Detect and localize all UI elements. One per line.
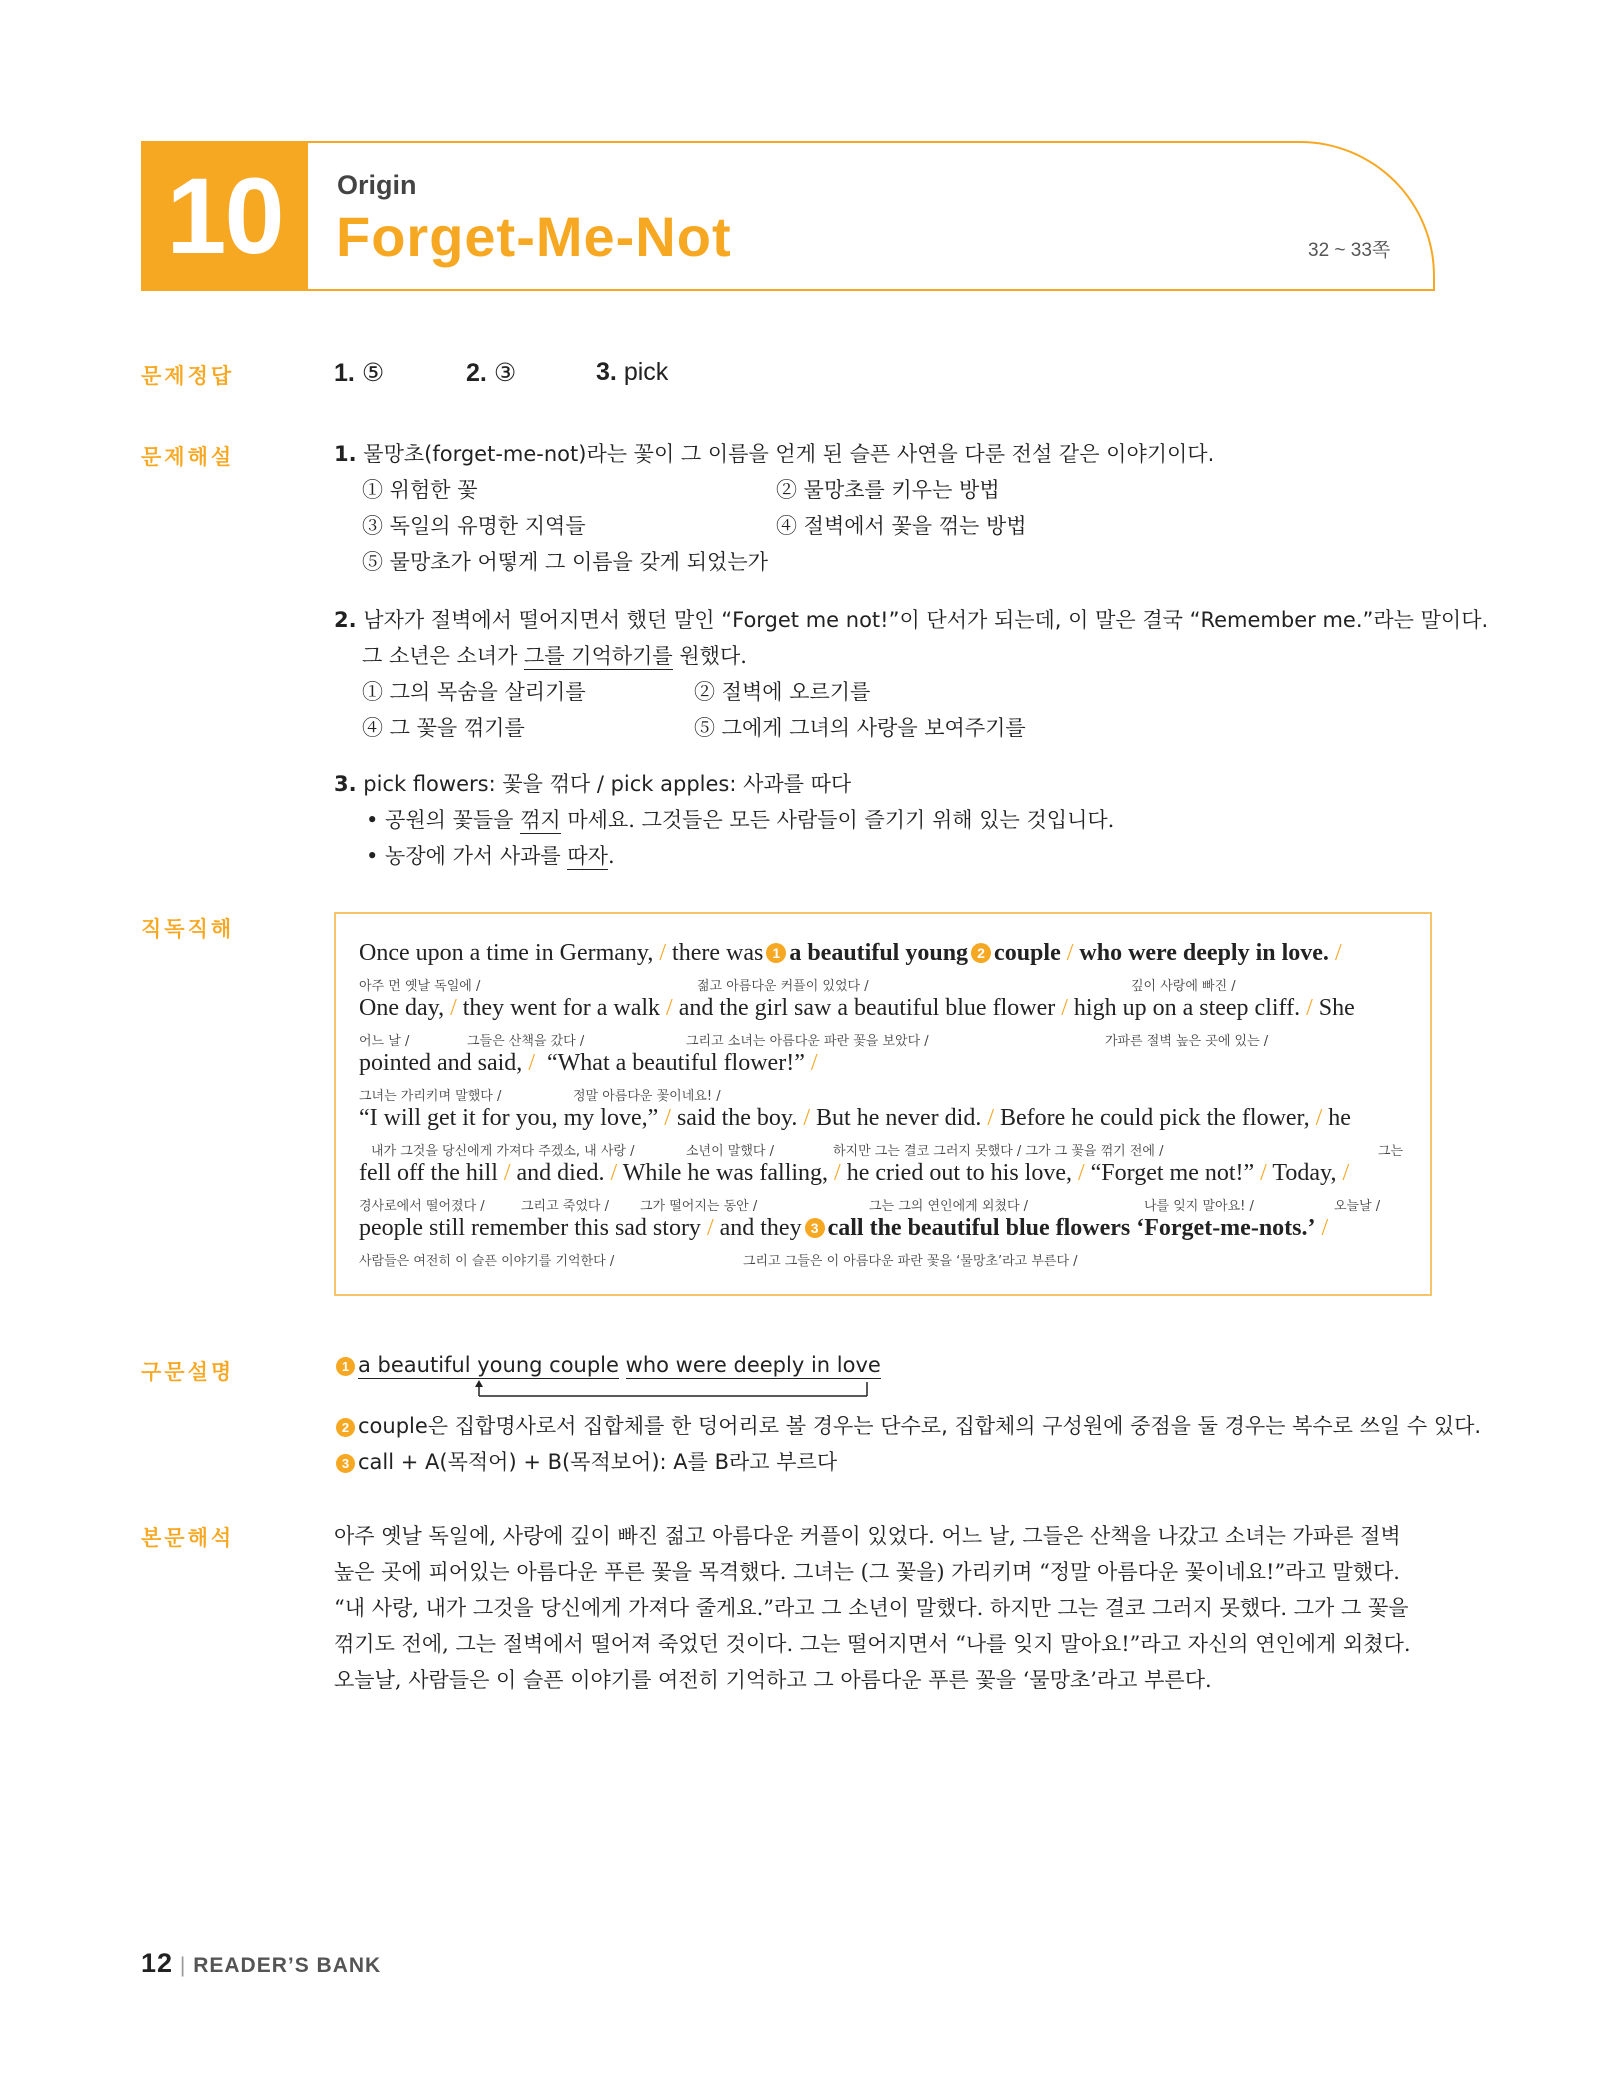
q2-explanation: 2. 남자가 절벽에서 떨어지면서 했던 말인 “Forget me not!”이 단서가 되는데, 이 말은 결국 “Remember me.”라는 말이다. (334, 608, 1489, 632)
q2-option-4: ④ 그 꽃을 꺾기를 (362, 716, 525, 740)
gloss-5b: 그리고 죽었다 / (521, 1199, 609, 1214)
grammar-label: 구문설명 (141, 1360, 235, 1384)
q3-example-2: • 농장에 가서 사과를 따자. (366, 844, 615, 868)
answer-2: 2. ③ (466, 359, 517, 387)
reading-line-2: One day, / they went for a walk / and the girl saw a beautiful blue flower / high up on a steep cliff. / She (359, 995, 1355, 1021)
reading-label: 직독직해 (141, 917, 235, 941)
q3-example-1: • 공원의 꽃들을 꺾지 마세요. 그것들은 모든 사람들이 즐기기 위해 있는 것입니다. (366, 808, 1115, 832)
translation-line-1: 아주 옛날 독일에, 사랑에 깊이 빠진 젊고 아름다운 커플이 있었다. 어느 날, 그들은 산책을 나갔고 소녀는 가파른 절벽 (334, 1524, 1401, 1548)
grammar-2: 2 couple은 집합명사로서 집합체를 한 덩어리로 볼 경우는 단수로, 집합체의 구성원에 중점을 둘 경우는 복수로 쓰일 수 있다. (333, 1410, 1481, 1440)
q1-explanation: 1. 물망초(forget-me-not)라는 꽃이 그 이름을 얻게 된 슬픈 사연을 다룬 전설 같은 이야기이다. (334, 442, 1215, 466)
gloss-4a: 내가 그것을 당신에게 가져다 주겠소, 내 사랑 / (371, 1144, 635, 1159)
translation-line-3: “내 사랑, 내가 그것을 당신에게 가져다 줄게요.”라고 그 소년이 말했다. 하지만 그는 결코 그러지 못했다. 그가 그 꽃을 (334, 1596, 1409, 1620)
gloss-3b: 정말 아름다운 꽃이네요! / (573, 1089, 721, 1104)
q3-explanation: 3. pick flowers: 꽃을 꺾다 / pick apples: 사과를 따다 (334, 772, 852, 796)
gloss-4b: 소년이 말했다 / (686, 1144, 774, 1159)
page-footer: 12 | READER’S BANK (141, 1948, 382, 1978)
answer-1: 1. ⑤ (334, 359, 385, 387)
answers-label: 문제정답 (141, 364, 235, 388)
book-title: READER’S BANK (193, 1954, 382, 1977)
marker-2: 2 (971, 943, 991, 963)
gloss-4c: 하지만 그는 결코 그러지 못했다 / 그가 그 꽃을 꺾기 전에 / (833, 1144, 1164, 1159)
unit-category: Origin (337, 170, 417, 200)
gloss-5d: 그는 그의 연인에게 외쳤다 / (869, 1199, 1029, 1214)
explanation-label: 문제해설 (141, 445, 235, 469)
q2-sentence: 그 소년은 소녀가 그를 기억하기를 원했다. (362, 644, 747, 668)
q1-option-4: ④ 절벽에서 꽃을 꺾는 방법 (776, 514, 1027, 538)
gloss-5e: 나를 잊지 말아요! / (1144, 1199, 1254, 1214)
gloss-2c: 그리고 소녀는 아름다운 파란 꽃을 보았다 / (686, 1034, 929, 1049)
translation-line-2: 높은 곳에 피어있는 아름다운 푸른 꽃을 목격했다. 그녀는 (그 꽃을) 가리키며 “정말 아름다운 꽃이네요!”라고 말했다. (334, 1560, 1400, 1584)
q1-option-3: ③ 독일의 유명한 지역들 (362, 514, 586, 538)
reading-line-5: fell off the hill / and died. / While he was falling, / he cried out to his love, / “Forget me not!” / Today, / (359, 1160, 1350, 1186)
gloss-1c: 깊이 사랑에 빠진 / (1131, 979, 1236, 994)
unit-title: Forget-Me-Not (336, 205, 732, 268)
grammar-1: 1 a beautiful young couple who were deeply in love (333, 1353, 881, 1377)
reading-line-6: people still remember this sad story / and they 3 call the beautiful blue flowers ‘Forget-me-nots.’ / (359, 1215, 1329, 1241)
page-number: 12 (141, 1948, 174, 1978)
q2-option-2: ② 절벽에 오르기를 (694, 680, 871, 704)
q1-option-1: ① 위험한 꽃 (362, 478, 478, 502)
reading-line-4: “I will get it for you, my love,” / said the boy. / But he never did. / Before he could pick the flower, / he (359, 1105, 1351, 1131)
page-range: 32 ~ 33쪽 (1308, 240, 1391, 261)
gloss-2d: 가파른 절벽 높은 곳에 있는 / (1105, 1034, 1269, 1049)
unit-number: 10 (141, 141, 308, 291)
gloss-1a: 아주 먼 옛날 독일에 / (359, 979, 481, 994)
reading-line-1: Once upon a time in Germany, / there was 1 a beautiful young 2 couple / who were deeply in love. / (359, 940, 1342, 966)
translation-label: 본문해석 (141, 1526, 235, 1550)
gloss-4d: 그는 (1378, 1144, 1404, 1159)
q1-option-5: ⑤ 물망초가 어떻게 그 이름을 갖게 되었는가 (362, 550, 768, 574)
q1-option-2: ② 물망초를 키우는 방법 (776, 478, 1000, 502)
gloss-5a: 경사로에서 떨어졌다 / (359, 1199, 485, 1214)
marker-1: 1 (336, 1357, 355, 1376)
marker-2: 2 (336, 1418, 355, 1437)
gloss-2b: 그들은 산책을 갔다 / (467, 1034, 585, 1049)
gloss-2a: 어느 날 / (359, 1034, 410, 1049)
answer-3: 3. pick (596, 358, 669, 386)
gloss-5c: 그가 떨어지는 동안 / (640, 1199, 758, 1214)
gloss-6b: 그리고 그들은 이 아름다운 파란 꽃을 ‘물망초’라고 부른다 / (743, 1254, 1078, 1269)
gloss-1b: 젊고 아름다운 커플이 있었다 / (697, 979, 869, 994)
q2-option-1: ① 그의 목숨을 살리기를 (362, 680, 586, 704)
marker-1: 1 (766, 943, 786, 963)
marker-3: 3 (805, 1218, 825, 1238)
gloss-6a: 사람들은 여전히 이 슬픈 이야기를 기억한다 / (359, 1254, 615, 1269)
q2-option-5: ⑤ 그에게 그녀의 사랑을 보여주기를 (694, 716, 1026, 740)
grammar-arrow (470, 1380, 870, 1402)
grammar-3: 3 call + A(목적어) + B(목적보어): A를 B라고 부르다 (333, 1446, 837, 1476)
reading-line-3: pointed and said, / “What a beautiful flower!” / (359, 1050, 818, 1076)
translation-line-4: 꺾기도 전에, 그는 절벽에서 떨어져 죽었던 것이다. 그는 떨어지면서 “나를 잊지 말아요!”라고 자신의 연인에게 외쳤다. (334, 1632, 1411, 1656)
gloss-5f: 오늘날 / (1334, 1199, 1381, 1214)
gloss-3a: 그녀는 가리키며 말했다 / (359, 1089, 502, 1104)
marker-3: 3 (336, 1454, 355, 1473)
translation-line-5: 오늘날, 사람들은 이 슬픈 이야기를 여전히 기억하고 그 아름다운 푸른 꽃을 ‘물망초’라고 부른다. (334, 1668, 1212, 1692)
